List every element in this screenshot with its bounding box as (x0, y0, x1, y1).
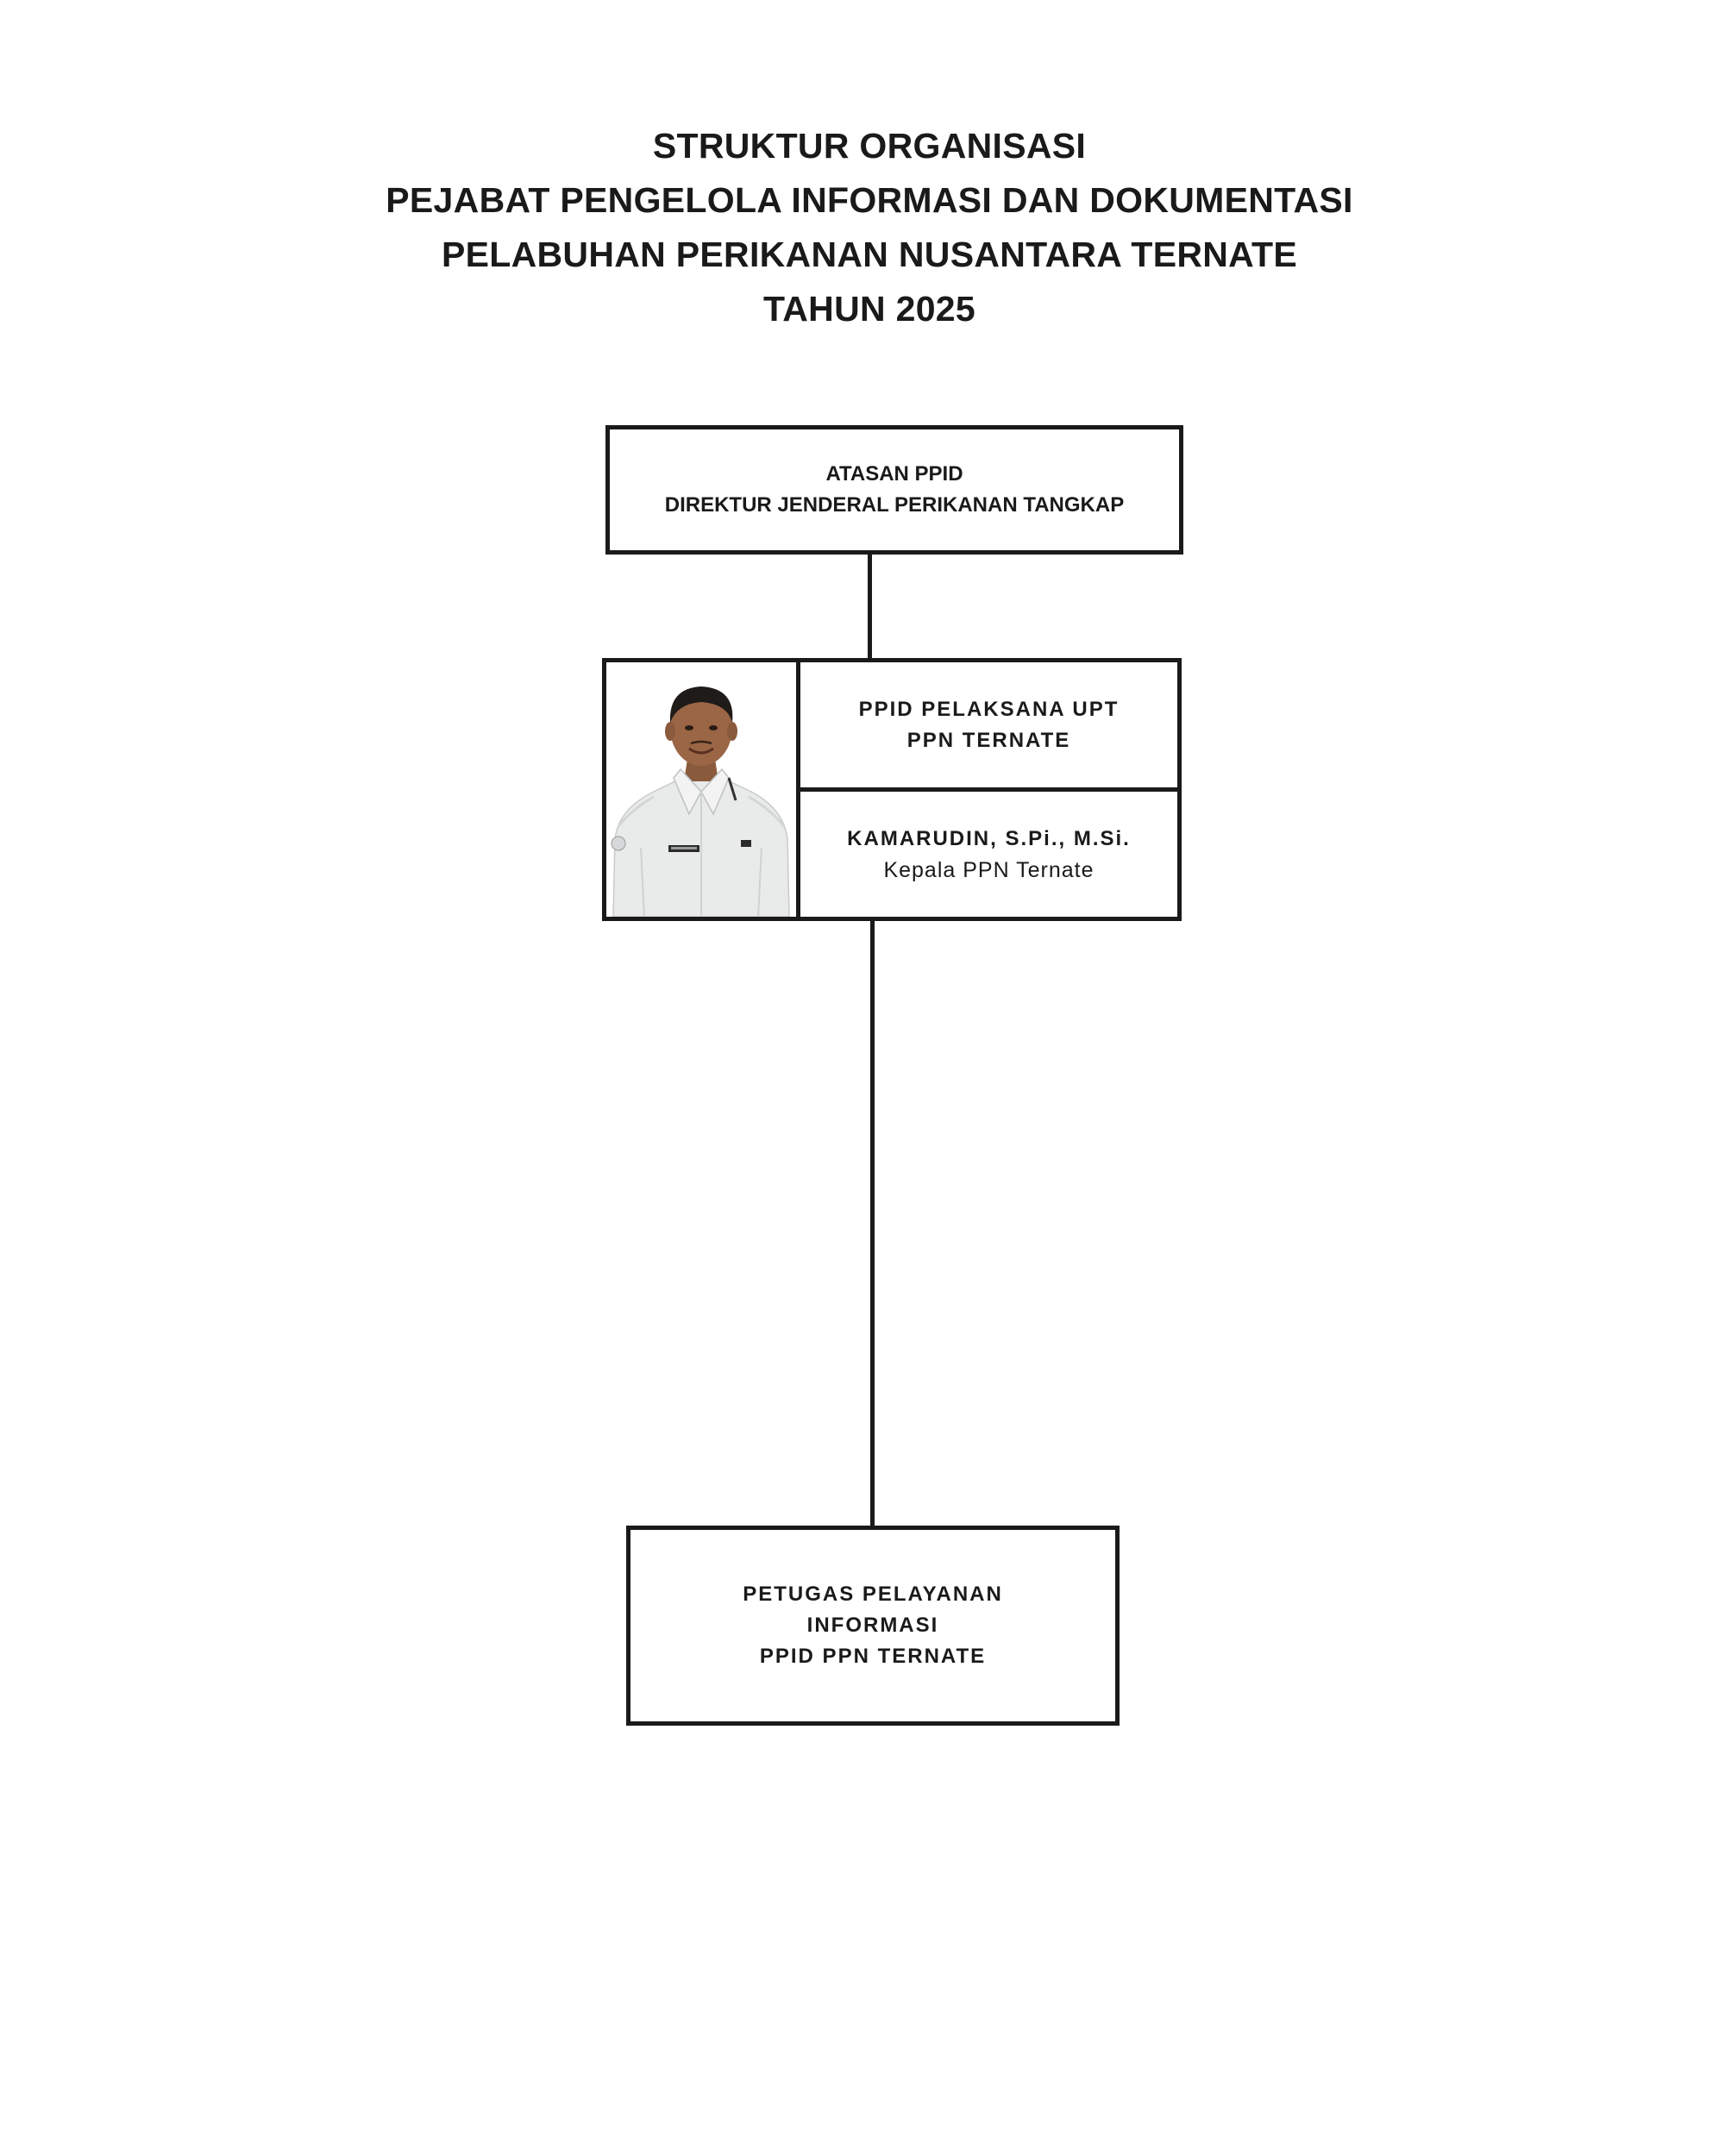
title-line-1: STRUKTUR ORGANISASI (652, 126, 1087, 166)
pelaksana-role-cell (800, 662, 1177, 792)
atasan-ppid-text (610, 429, 1179, 550)
person-portrait-icon (606, 662, 800, 917)
atasan-ppid-box (605, 425, 1183, 555)
pelaksana-name: KAMARUDIN, S.Pi., M.Si. (847, 826, 1131, 850)
pelaksana-position: Kepala PPN Ternate (883, 857, 1095, 882)
page-title (0, 119, 1725, 336)
portrait-svg (606, 662, 796, 917)
ppid-pelaksana-box (602, 658, 1182, 921)
petugas-pelayanan-box (626, 1526, 1120, 1726)
connector-atasan-pelaksana (868, 555, 872, 660)
connector-pelaksana-petugas (870, 921, 875, 1527)
pelaksana-role-line2: PPN TERNATE (906, 728, 1071, 752)
petugas-line3: PPID PPN TERNATE (759, 1645, 987, 1668)
title-line-4: TAHUN 2025 (762, 289, 976, 329)
atasan-position: DIREKTUR JENDERAL PERIKANAN TANGKAP (664, 493, 1125, 517)
petugas-line1: PETUGAS PELAYANAN (743, 1583, 1003, 1606)
title-line-3: PELABUHAN PERIKANAN NUSANTARA TERNATE (441, 235, 1298, 274)
pelaksana-role-line1: PPID PELAKSANA UPT (858, 697, 1120, 721)
title-line-2: PEJABAT PENGELOLA INFORMASI DAN DOKUMENTASI (386, 180, 1353, 220)
petugas-text (630, 1530, 1115, 1721)
atasan-role: ATASAN PPID (825, 462, 963, 486)
petugas-line2: INFORMASI (806, 1614, 939, 1637)
pelaksana-name-cell (800, 792, 1177, 917)
